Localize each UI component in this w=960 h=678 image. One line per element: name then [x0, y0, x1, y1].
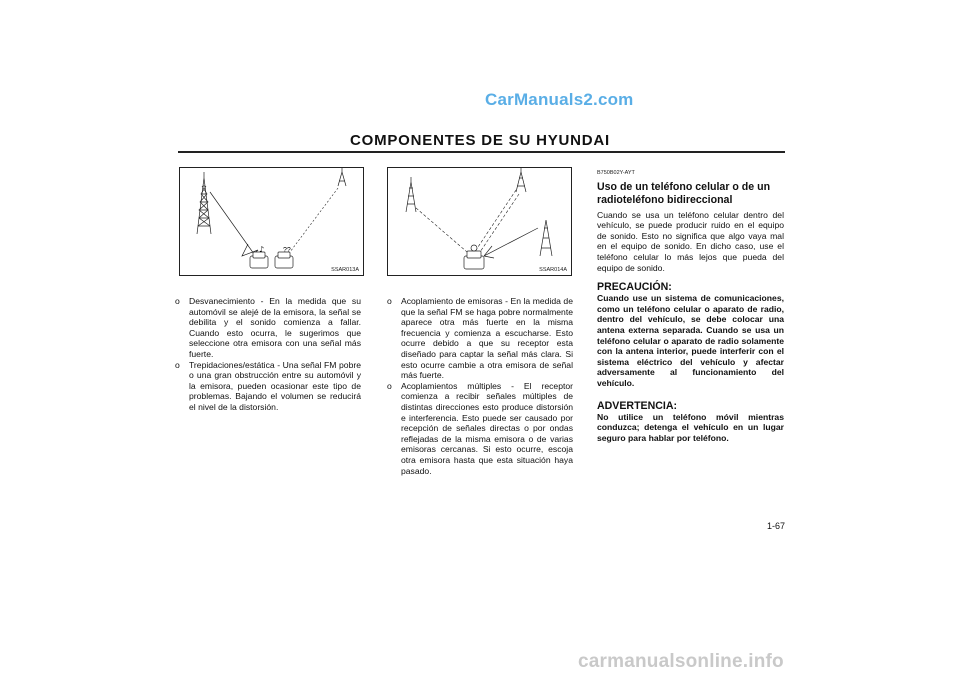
list-item-text: Trepidaciones/estática - Una señal FM pobre o una gran obstrucción entre su automóvil y la emisora, pueden ocasionar este tipo de problemas. Bajando el volumen se reducirá el nivel de la distorsión.: [189, 359, 361, 412]
question-marks: ??: [283, 247, 291, 254]
title-divider: [178, 151, 785, 153]
signal-wave: [290, 188, 338, 252]
watermark-top: CarManuals2.com: [485, 90, 634, 109]
tower-icon: [540, 220, 552, 256]
signal-wave: [416, 190, 519, 258]
list-item: [387, 381, 573, 476]
bullet-marker: o: [387, 296, 392, 306]
watermark-bottom: carmanualsonline.info: [578, 651, 784, 672]
warning-heading: ADVERTENCIA:: [597, 399, 678, 412]
list-item: [387, 296, 573, 381]
column-capture-multipath: [387, 296, 573, 476]
music-note: ♪: [259, 245, 265, 254]
page-title: COMPONENTES DE SU HYUNDAI: [349, 132, 611, 149]
signal-arrow: [210, 192, 258, 256]
fading-signal-illustration: [180, 168, 363, 275]
figure-capture-effect: [387, 167, 572, 276]
page-number: 1-67: [767, 521, 786, 531]
section-title: Uso de un teléfono celular o de un radioteléfono bidireccional: [597, 180, 771, 206]
bullet-list: [175, 296, 361, 413]
bullet-marker: o: [175, 359, 180, 370]
list-item-text: Acoplamiento de emisoras - En la medida de que la señal FM se haga pobre normalmente aparece otra más fuerte en la misma frecuencia y comienza a escucharse. Esto ocurre debido a que su receptor esta diseñado para captar la señal más clara. Si esto ocurre cambie a otra emisora de señal más fuerte.: [401, 296, 573, 381]
caution-heading: PRECAUCIÓN:: [597, 281, 672, 294]
warning-text: No utilice un teléfono móvil mientras conduzca; detenga el vehículo en un lugar seguro para hablar por teléfono.: [597, 411, 784, 443]
caution-text: Cuando use un sistema de comunicaciones, como un teléfono celular o aparato de radio, dentro del vehículo, se debe colocar una antena externa separada. Cuando se usa un teléfono celular o aparato de radio solamente con la antena interior, puede interferir con el sistema eléctrico del vehículo y afectar adversamente al funcionamiento del vehículo.: [597, 293, 784, 388]
bullet-marker: o: [175, 296, 180, 306]
signal-arrow: [484, 228, 538, 258]
column-fading-static: [175, 296, 361, 413]
figure-fading-signal: [179, 167, 364, 276]
list-item-text: Acoplamientos múltiples - El receptor comienza a recibir señales múltiples de distintas direcciones esto produce distorsión e interferencia. Esto puede ser causado por recepción de señales directas o por ondas reflejadas de la misma emisora o de varias emisoras cercanas. Si esto ocurre, escoja otra emisora hasta que esta situación haya pasado.: [401, 380, 573, 476]
capture-effect-illustration: [388, 168, 571, 275]
tower-icon: [516, 168, 526, 192]
list-item: [175, 296, 361, 360]
figure-code: SSAR013A: [331, 267, 359, 273]
car-icon: [250, 252, 293, 268]
car-icon: [464, 245, 484, 269]
tower-icon: [197, 172, 211, 234]
bullet-list: [387, 296, 573, 476]
tower-icon: [406, 177, 416, 212]
list-item-text: Desvanecimiento - En la medida que su automóvil se alejé de la emisora, la señal se debilita y el sonido comienza a fallar. Cuando esto ocurra, le sugerimos que seleccione otra emisora con una señal más fuerte.: [189, 296, 361, 359]
reference-code: B750B02Y-AYT: [597, 170, 635, 176]
bullet-marker: o: [387, 380, 392, 391]
section-body: Cuando se usa un teléfono celular dentro del vehículo, se puede producir ruido en el equipo de sonido. Esto no significa que algo vaya mal en el equipo de sonido. En dicho caso, use el teléfono celular lo más lejos que pueda del equipo de sonido.: [597, 209, 784, 273]
figure-code: SSAR014A: [539, 267, 567, 273]
column-cellphone: [597, 168, 784, 443]
list-item: [175, 360, 361, 413]
tower-icon: [338, 168, 346, 186]
